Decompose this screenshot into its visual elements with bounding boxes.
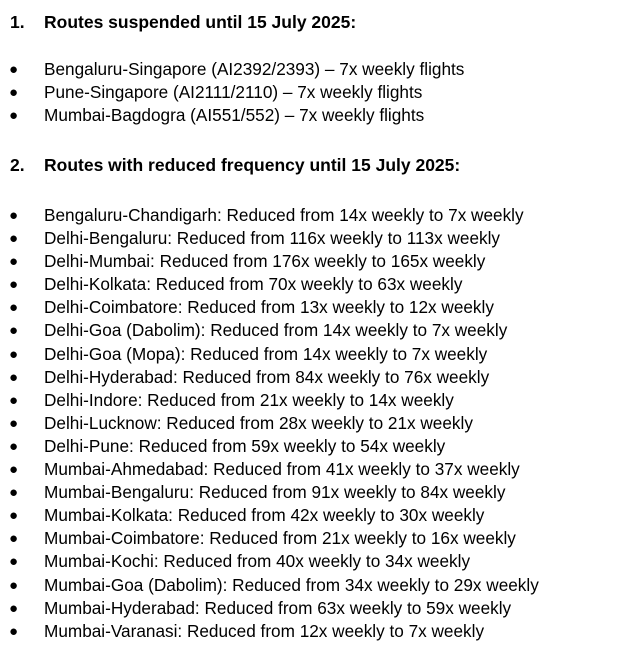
bullet-icon: ● [9,299,19,317]
bullet-icon: ● [9,84,19,102]
section-1-title: Routes suspended until 15 July 2025: [44,12,357,32]
bullet-icon: ● [9,576,19,594]
bullet-icon: ● [9,622,19,640]
section-2-heading [10,155,460,176]
bullet-icon: ● [9,253,19,271]
bullet-icon: ● [9,345,19,363]
bullet-icon: ● [9,530,19,548]
bullet-icon: ● [9,553,19,571]
bullet-icon: ● [9,599,19,617]
bullet-icon: ● [9,484,19,502]
bullet-icon: ● [9,230,19,248]
section-2-number: 2. [10,155,25,175]
bullet-icon: ● [9,507,19,525]
section-1-number: 1. [10,12,25,32]
document-page: 1. Routes suspended until 15 July 2025: ● Bengaluru-Singapore (AI2392/2393) – 7x weekly flights ● Pune-Singapore (AI2111/2110) – 7x weekly flights ● Mumbai-Bagdogra (AI551/552) – 7x weekly flights 2. Routes with reduced frequency until 15 July 2025: ● Bengaluru-Chandigarh: Reduced from 14x weekly to 7x weekly ● Delhi-Bengaluru: Reduced from 116x weekly to 113x weekly ● Delhi-Mumbai: Reduced from 176x weekly to 165x weekly ● Delhi-Kolkata: Reduced from 70x weekly to 63x weekly ● Delhi-Coimbatore: Reduced from 13x weekly to 12x weekly ● Delhi-Goa (Dabolim): Reduced from 14x weekly to 7x weekly ● Delhi-Goa (Mopa): Reduced from 14x weekly to 7x weekly ● Delhi-Hyderabad: Reduced from 84x weekly to 76x weekly ● Delhi-Indore: Reduced from 21x weekly to 14x weekly ● Delhi-Lucknow: Reduced from 28x weekly to 21x weekly ● Delhi-Pune: Reduced from 59x weekly to 54x weekly ● Mumbai-Ahmedabad: Reduced from 41x weekly to 37x weekly ● Mumbai-Bengaluru: Reduced from 91x weekly to 84x weekly ● Mumbai-Kolkata: Reduced from 42x weekly to 30x weekly ● Mumbai-Coimbatore: Reduced from 21x weekly to 16x weekly ● Mumbai-Kochi: Reduced from 40x weekly to 34x weekly ● Mumbai-Goa (Dabolim): Reduced from 34x weekly to 29x weekly ● Mumbai-Hyderabad: Reduced from 63x weekly to 59x weekly ● Mumbai-Varanasi: Reduced from 12x weekly to 7x weekly [0,0,638,667]
bullet-icon: ● [9,61,19,78]
bullet-icon: ● [9,322,19,340]
bullet-icon: ● [9,368,19,386]
bullet-icon: ● [9,276,19,294]
bullet-icon: ● [9,207,19,224]
bullet-icon: ● [9,391,19,409]
bullet-icon: ● [9,107,19,125]
section-1-heading [10,12,356,33]
section-2-title: Routes with reduced frequency until 15 July 2025: [44,155,461,175]
bullet-icon: ● [9,437,19,455]
bullet-icon: ● [9,414,19,432]
bullet-icon: ● [9,461,19,479]
